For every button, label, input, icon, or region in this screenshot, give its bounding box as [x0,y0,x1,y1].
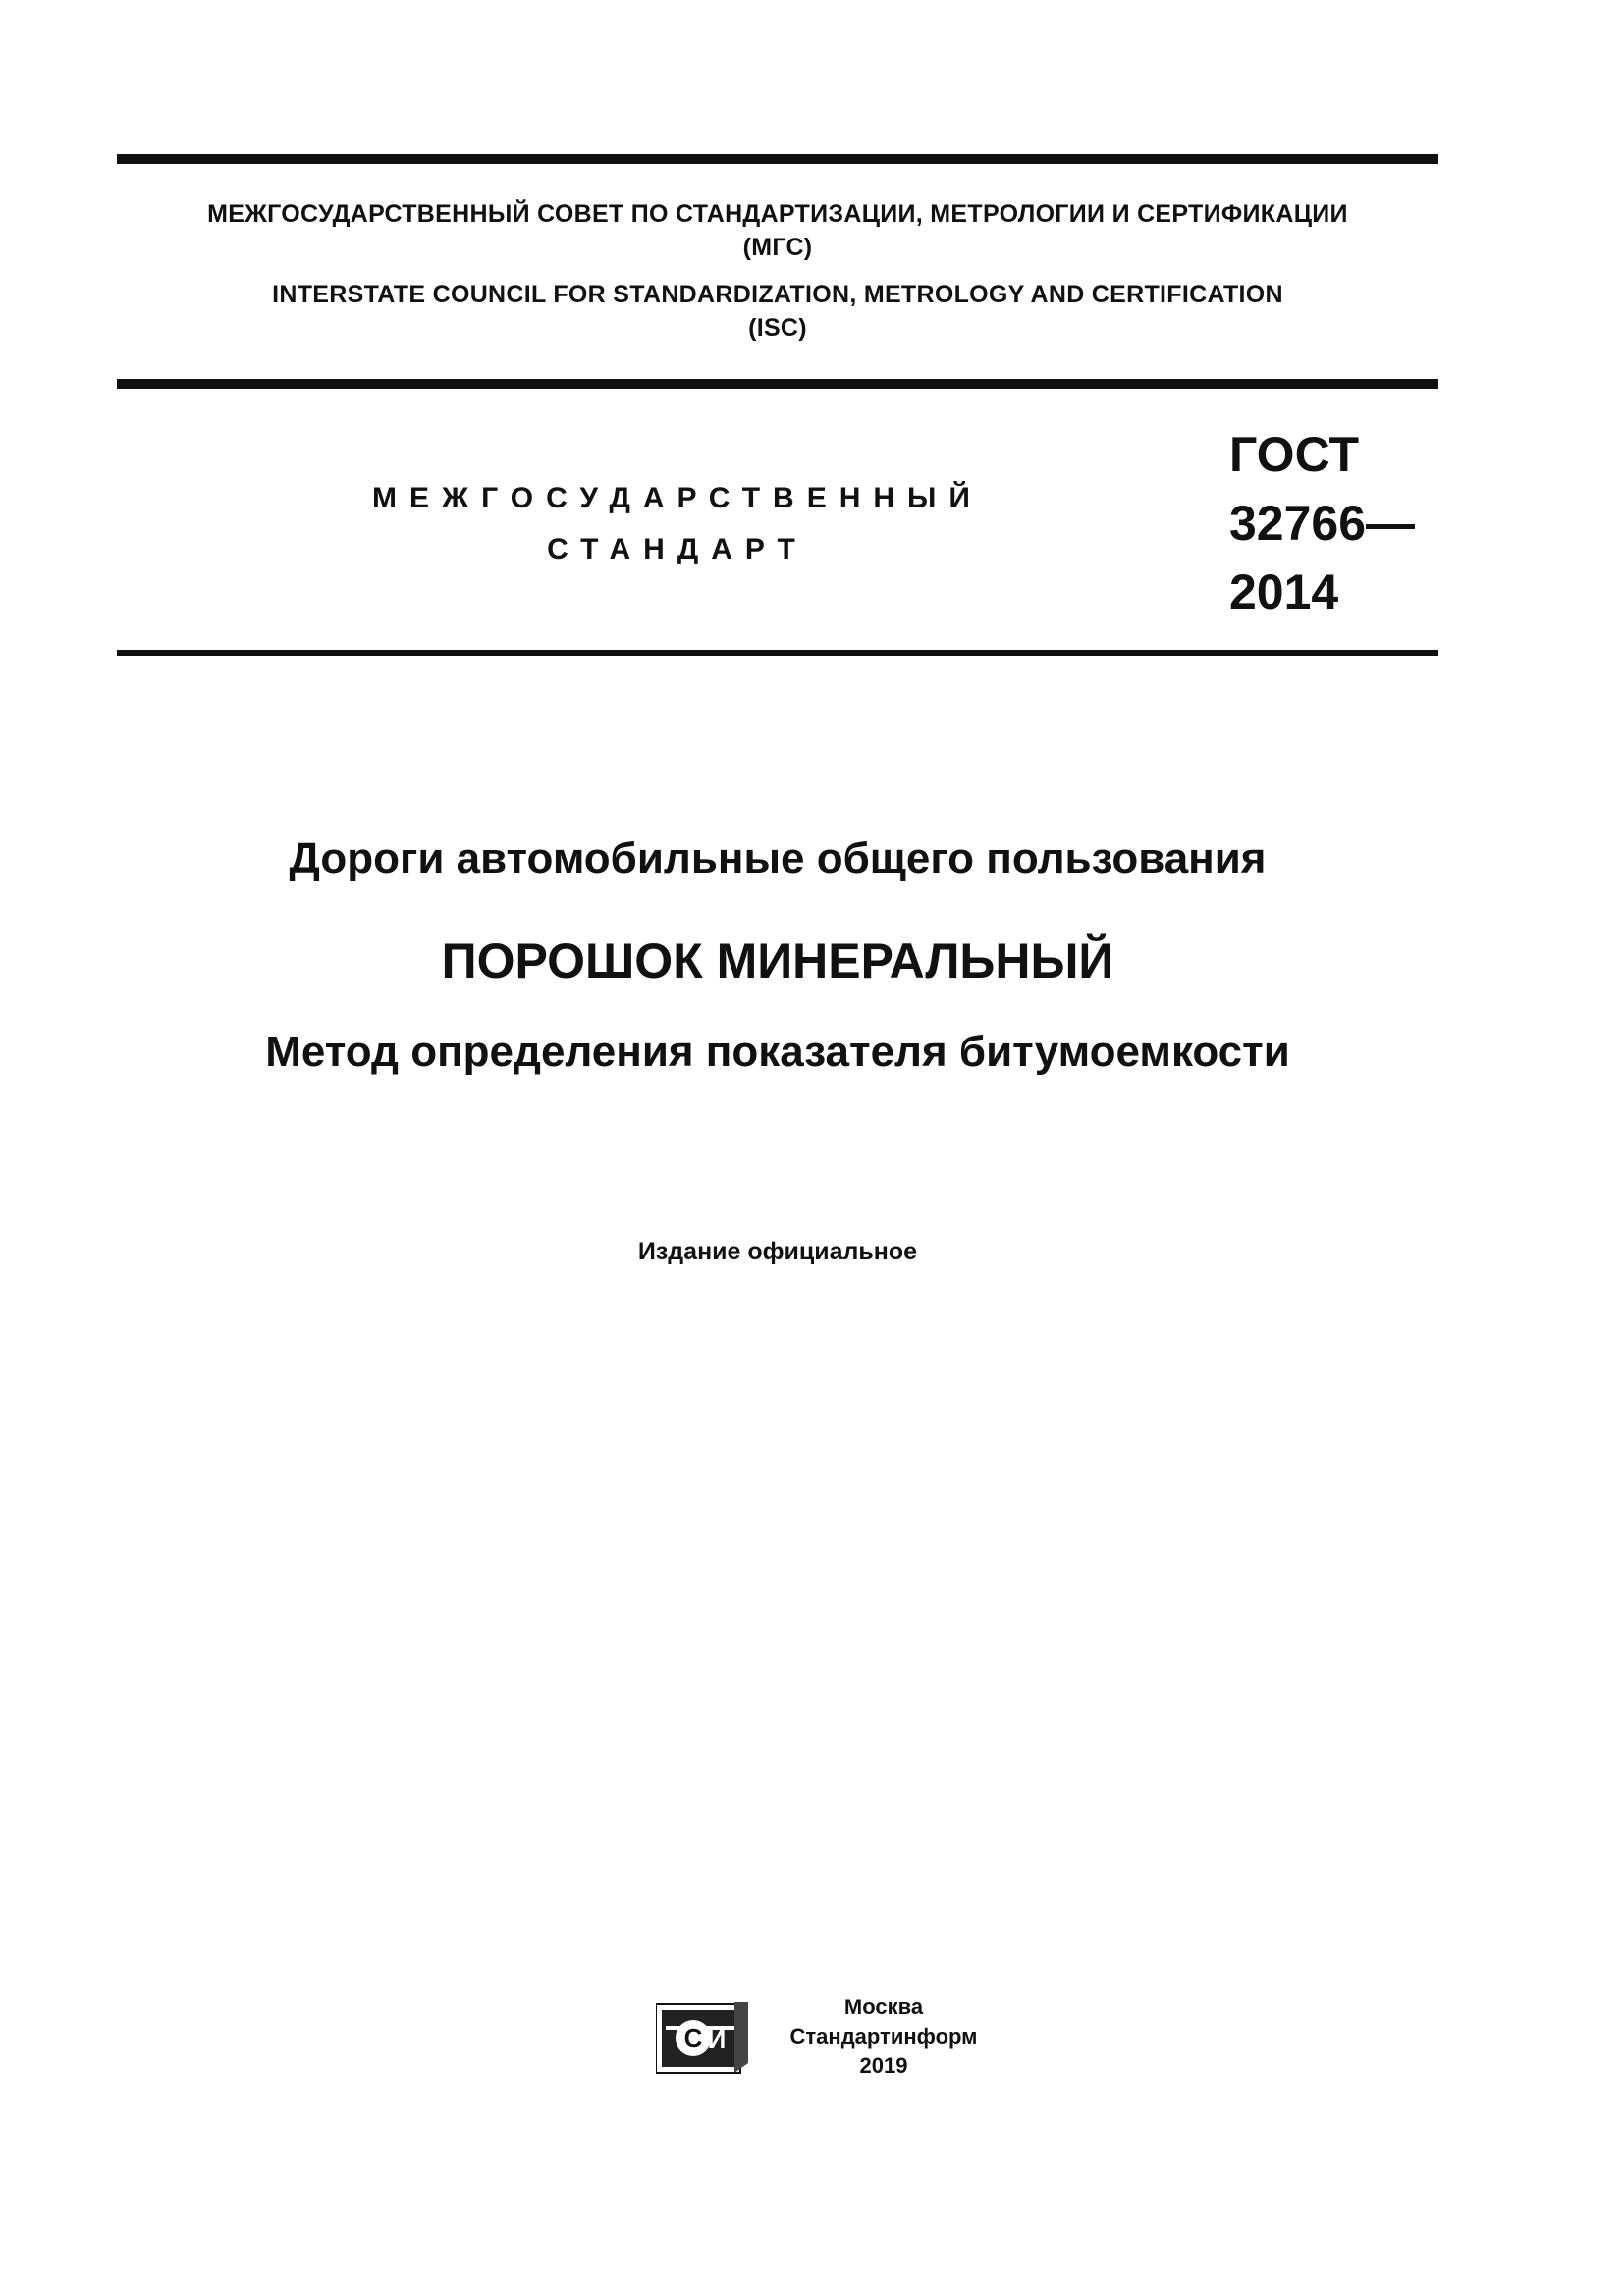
standard-type-line2: СТАНДАРТ [547,533,808,565]
publisher-block [776,1993,992,2081]
title-line-3: Метод определения показателя битумоемкости [265,1028,1290,1076]
council-ru-abbr: (МГС) [742,234,813,261]
council-ru-name: МЕЖГОСУДАРСТВЕННЫЙ СОВЕТ ПО СТАНДАРТИЗАЦИИ, МЕТРОЛОГИИ И СЕРТИФИКАЦИИ [207,200,1348,228]
bottom-rule [117,650,1438,656]
publisher-year: 2019 [859,2054,908,2078]
gost-designation [1229,420,1415,626]
middle-rule [117,379,1438,389]
council-en-abbr: (ISC) [748,314,807,342]
publisher-name: Стандартинформ [789,2024,978,2049]
title-line-2: ПОРОШОК МИНЕРАЛЬНЫЙ [441,934,1114,988]
standard-type-line1: МЕЖГОСУДАРСТВЕННЫЙ [372,482,983,514]
top-rule [117,154,1438,164]
gost-year: 2014 [1229,564,1339,619]
gost-number: 32766— [1229,496,1416,551]
council-en [117,278,1438,345]
svg-text:С: С [683,2023,703,2053]
council-ru [117,197,1438,264]
publisher-city: Москва [843,1995,924,2019]
standard-type [344,473,1011,575]
standartinform-logo-icon [656,1999,750,2075]
svg-text:И: И [707,2024,727,2054]
title-line-1: Дороги автомобильные общего пользования [289,834,1267,882]
gost-prefix: ГОСТ [1229,427,1359,482]
council-en-name: INTERSTATE COUNCIL FOR STANDARDIZATION, METROLOGY AND CERTIFICATION [272,281,1283,308]
edition-label: Издание официальное [637,1238,918,1265]
